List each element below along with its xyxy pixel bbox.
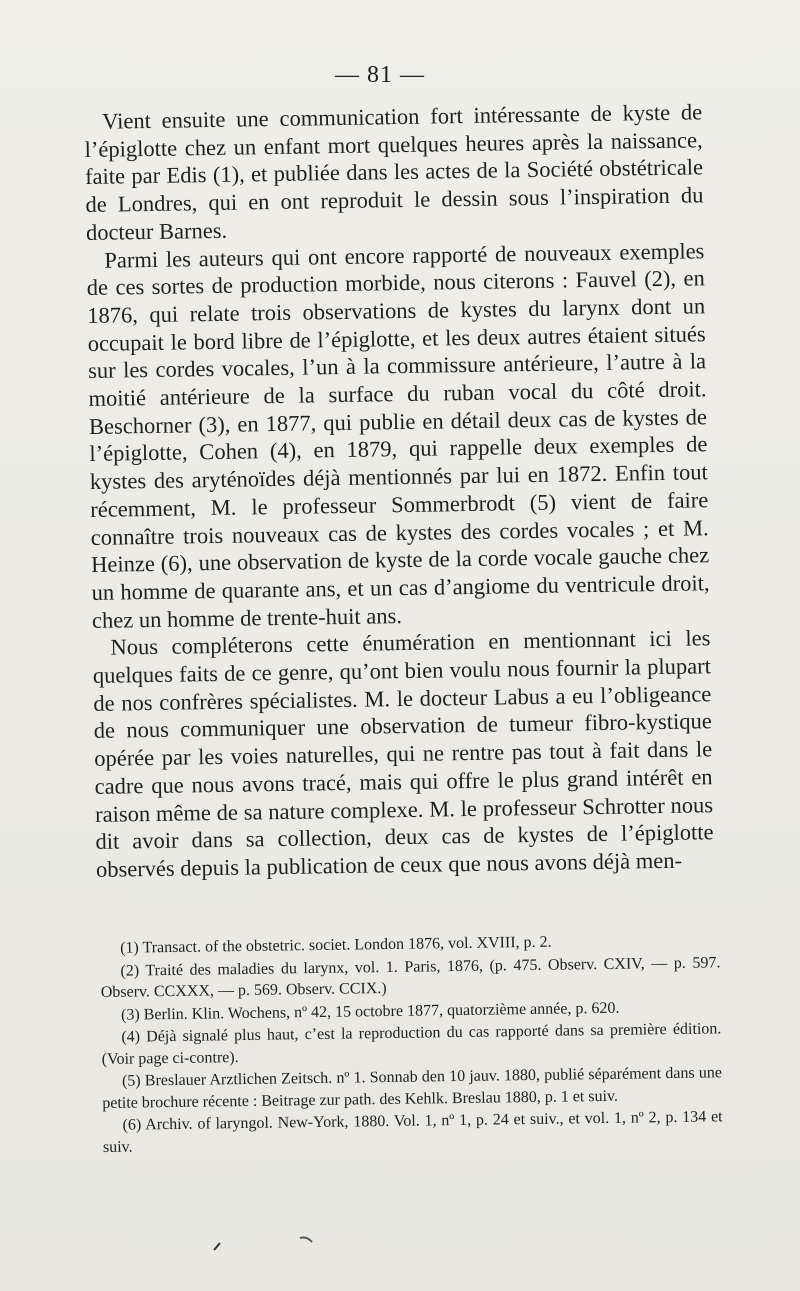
footnote-6: (6) Archiv. of laryngol. New-York, 1880. Vol. 1, nº 1, p. 24 et suiv., et vol. 1, nº 2, p. 134 et suiv. (102, 1108, 723, 1156)
footnote-1: (1) Transact. of the obstetric. societ. London 1876, vol. XVIII, p. 2. (120, 933, 552, 957)
footnotes (100, 929, 723, 1158)
paragraph-2: Parmi les auteurs qui ont encore rapporté de nouveaux exemples de ces sortes de production morbide, nous citerons : Fauvel (2), en 1876, qui relate trois observations de kystes du larynx dont un occupait le bord libre de l’épiglotte, et les deux autres étaient situés sur les cordes vocales, l’un à la commissure antérieure, l’autre à la moitié antérieure de la surface du ruban vocal du côté droit. Beschorner (3), en 1877, qui publie en détail deux cas de kystes de l’épiglotte, Cohen (4), en 1879, qui rappelle deux exemples de kystes des aryténoïdes déjà mentionnés par lui en 1872. Enfin tout récemment, M. le professeur Sommerbrodt (5) vient de faire connaître trois nouveaux cas de kystes des cordes vocales ; et M. Heinze (6), une observation de kyste de la corde vocale gauche chez un homme de quarante ans, et un cas d’angiome du ventricule droit, chez un homme de trente-huit ans. (86, 237, 710, 633)
footnote-5: (5) Breslauer Arztlichen Zeitsch. nº 1. Sonnab den 10 jauv. 1880, publié séparément dans une petite brochure récente : Beitrage zur path. des Kehlk. Breslau 1880, p. 1 et suiv. (102, 1064, 723, 1112)
footnote-3: (3) Berlin. Klin. Wochens, nº 42, 15 octobre 1877, quatorzième année, p. 620. (120, 999, 620, 1024)
footnote-2: (2) Traité des maladies du larynx, vol. 1. Paris, 1876, (p. 475. Observ. CXIV, — p. 597. Observ. CCXXX, — p. 569. Observ. CCIX.) (100, 953, 721, 1001)
ink-speck-1 (214, 1243, 220, 1250)
page-number: — 81 — (335, 62, 425, 88)
ink-speck-2 (300, 1238, 312, 1243)
body-text (84, 98, 714, 883)
footnote-4: (4) Déjà signalé plus haut, c’est la reproduction du cas rapporté dans sa première édition. (Voir page ci-contre). (101, 1020, 722, 1068)
paragraph-3: Nous compléterons cette énumération en mentionnant ici les quelques faits de ce genre, qu’ont bien voulu nous fournir la plupart de nos confrères spécialistes. M. le docteur Labus a eu l’obligeance de nous communiquer une observation de tumeur fibro-kystique opérée par les voies naturelles, qui ne rentre pas tout à fait dans le cadre que nous avons tracé, mais qui offre le plus grand intérêt en raison même de sa nature complexe. M. le professeur Schrotter nous dit avoir dans sa collection, deux cas de kystes de l’épiglotte observés depuis la publication de ceux que nous avons déjà men- (92, 625, 714, 882)
paragraph-1: Vient ensuite une communication fort intéressante de kyste de l’épiglotte chez un enfant mort quelques heures après la naissance, faite par Edis (1), et publiée dans les actes de la Société obstétricale de Londres, qui en ont reproduit le dessin sous l’inspiration du docteur Barnes. (84, 99, 704, 245)
